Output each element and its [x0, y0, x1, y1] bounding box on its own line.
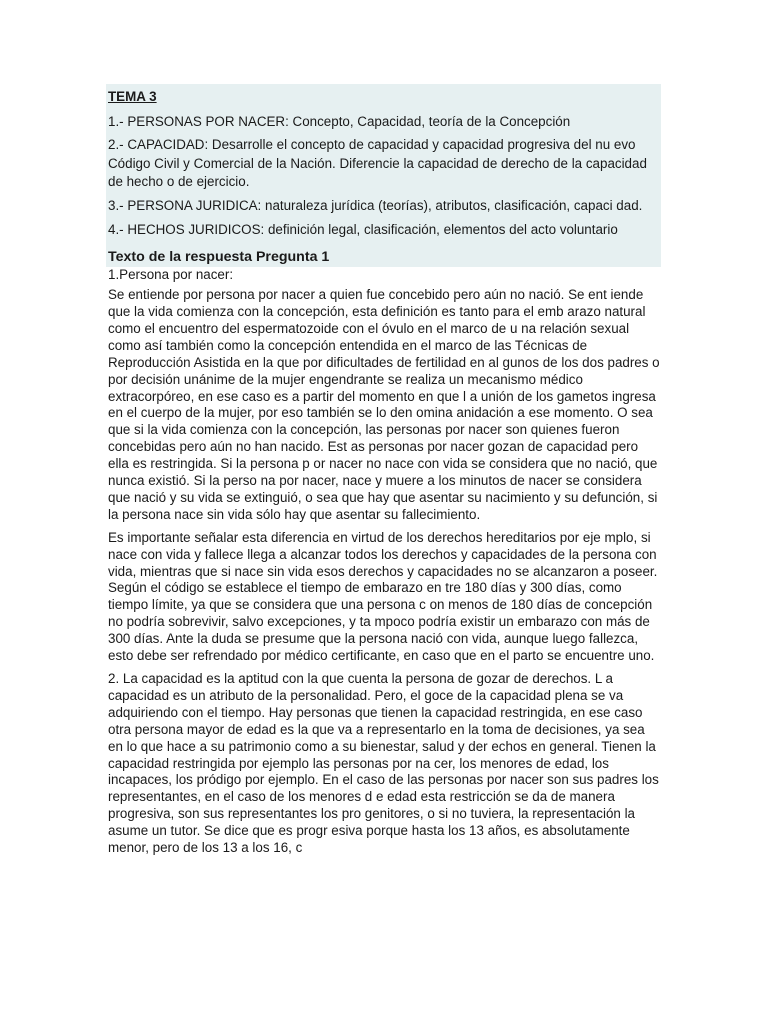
answer-paragraph: Es importante señalar esta diferencia en virtud de los derechos hereditarios por eje mplo, si nace con vida y fallece llega a alcanzar todos los derechos y capacidades de la persona con vida, mientras que si nace sin vida esos derechos y capacidades no se alcanzaron a poseer. Según el código se establece el tiempo de embarazo en tre 180 días y 300 días, como tiempo límite, ya que se considera que una persona c on menos de 180 días de concepción no podría sobrevivir, salvo excepciones, y ta mpoco podría existir un embarazo con más de 300 días. Ante la duda se presume que la persona nació con vida, aunque luego fallezca, esto debe ser refrendado por médico certificante, en caso que en el parto se encuentre uno.: [108, 529, 658, 664]
question-item-4: 4.- HECHOS JURIDICOS: definición legal, clasificación, elementos del acto voluntario: [108, 221, 618, 237]
question-box: [106, 84, 661, 248]
answer-paragraph: 2. La capacidad es la aptitud con la que cuenta la persona de gozar de derechos. L a capacidad es un atributo de la personalidad. Pero, el goce de la capacidad plena se va adquiriendo con el tiempo. Hay personas que tienen la capacidad restringida, en ese caso otra persona mayor de edad es la que va a representarlo en la toma de decisiones, ya sea en lo que hace a su patrimonio como a su bienestar, salud y der echos en general. Tienen la capacidad restringida por ejemplo las personas por na cer, los menores de edad, los incapaces, los pródigo por ejemplo. En el caso de las personas por nacer son sus padres los representantes, en el caso de los menores d e edad esta restricción se da de manera progresiva, son sus representantes los pro genitores, o si no tuviera, la representación la asume un tutor. Se dice que es progr esiva porque hasta los 13 años, es absolutamente menor, pero de los 13 a los 16, c: [108, 671, 659, 856]
document-page: [107, 84, 661, 863]
question-item-1: 1.- PERSONAS POR NACER: Concepto, Capacidad, teoría de la Concepción: [108, 113, 571, 129]
response-title: Texto de la respuesta Pregunta 1: [106, 248, 661, 267]
answer-paragraph: Se entiende por persona por nacer a quien fue concebido pero aún no nació. Se ent iende que la vida comienza con la concepción, esta definición es tanto para el emb arazo natural como el encuentro del espermatozoide con el óvulo en el marco de u na relación sexual como así también como la concepción entendida en el marco de las Técnicas de Reproducción Asistida en la que por dificultades de fertilidad en al gunos de los dos padres o por decisión unánime de la mujer engendrante se realiza un mecanismo médico extracorpóreo, en ese caso es a partir del momento en que l a unión de los gametos ingresa en el cuerpo de la mujer, por eso también se lo den omina anidación a ese momento. O sea que si la vida comienza con la concepción, las personas por nacer son quienes fueron concebidas pero aún no han nacido. Est as personas por nacer gozan de capacidad pero ella es restringida. Si la persona p or nacer no nace con vida se considera que no nació, que nunca existió. Si la perso na por nacer, nace y muere a los minutos de nacer se considera que nació y su vida se extinguió, o sea que hay que asentar su nacimiento y su defunción, si la persona nace sin vida sólo hay que asentar su fallecimiento.: [108, 287, 660, 522]
answer-body: [107, 267, 661, 857]
answer-heading: 1.Persona por nacer:: [108, 267, 234, 283]
question-item-2: 2.- CAPACIDAD: Desarrolle el concepto de capacidad y capacidad progresiva del nu evo Código Civil y Comercial de la Nación. Diferencie la capacidad de derecho de la capacidad de hecho o de ejercicio.: [108, 137, 647, 190]
question-item-3: 3.- PERSONA JURIDICA: naturaleza jurídica (teorías), atributos, clasificación, capaci dad.: [108, 197, 643, 213]
tema-title: TEMA 3: [108, 89, 157, 104]
